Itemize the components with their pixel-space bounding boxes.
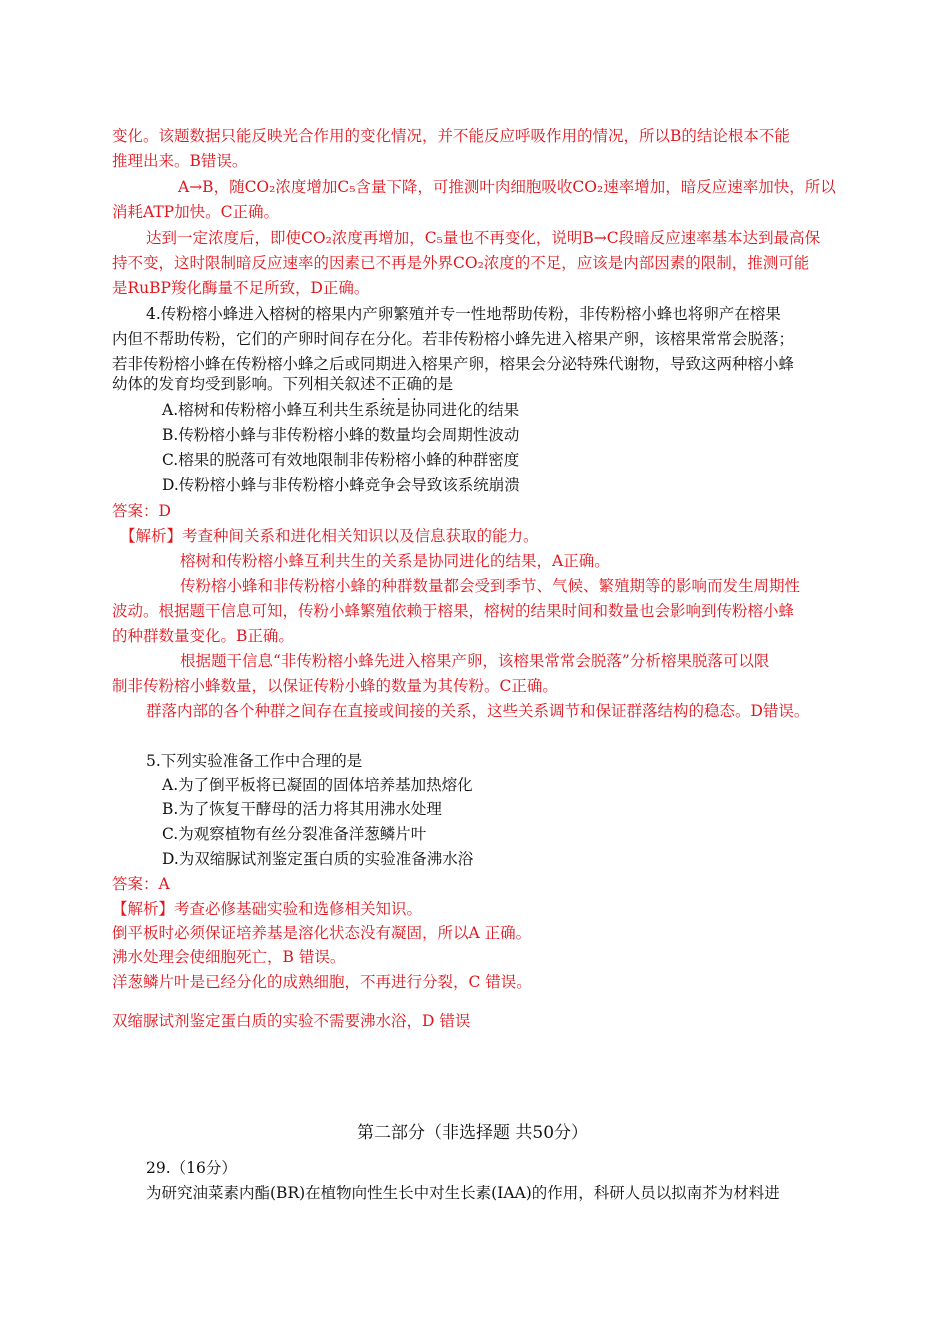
q5-analysis-line: 沸水处理会使细胞死亡，B 错误。 [112,948,346,966]
q5-analysis-line: 双缩脲试剂鉴定蛋白质的实验不需要沸水浴，D 错误 [112,1012,471,1030]
q3-explanation-line: 是RuBP羧化酶量不足所致，D正确。 [112,279,370,297]
q5-option-c: C.为观察植物有丝分裂准备洋葱鳞片叶 [162,825,427,843]
q3-explanation-line: 达到一定浓度后，即使CO₂浓度再增加，C₅量也不再变化，说明B→C段暗反应速率基本达到最高保 [146,229,821,247]
q5-stem: 5.下列实验准备工作中合理的是 [146,752,363,770]
analysis-text: 考查种间关系和进化相关知识以及信息获取的能力。 [182,527,539,545]
q4-analysis-line: 的种群数量变化。B正确。 [112,627,294,645]
q4-analysis-intro [120,525,539,547]
q4-analysis-line: 根据题干信息“非传粉榕小蜂先进入榕果产卵，该榕果常常会脱落”分析榕果脱落可以限 [180,652,770,670]
analysis-tag: 【解析】 [120,527,183,545]
q3-explanation-line: A→B，随CO₂浓度增加C₅含量下降，可推测叶肉细胞吸收CO₂速率增加，暗反应速率加快，所以 [178,178,836,196]
q3-explanation-line: 推理出来。B错误。 [112,152,248,170]
q4-option-d: D.传粉榕小蜂与非传粉榕小蜂竞争会导致该系统崩溃 [162,476,520,494]
q5-option-b: B.为了恢复干酵母的活力将其用沸水处理 [162,800,442,818]
q29-text: 为研究油菜素内酯(BR)在植物向性生长中对生长素(IAA)的作用，科研人员以拟南芥为材料进 [146,1184,780,1202]
q3-explanation-line: 变化。该题数据只能反映光合作用的变化情况，并不能反应呼吸作用的情况，所以B的结论根本不能 [112,127,790,145]
q5-analysis-line: 洋葱鳞片叶是已经分化的成熟细胞，不再进行分裂，C 错误。 [112,973,532,991]
q4-answer: 答案：D [112,502,171,520]
emphasis-char: 确 [406,375,423,393]
q4-option-a: A.榕树和传粉榕小蜂互利共生系统是协同进化的结果 [162,401,520,419]
q4-analysis-line: 群落内部的各个种群之间存在直接或间接的关系，这些关系调节和保证群落结构的稳态。D错误。 [146,702,810,720]
section-title: 第二部分（非选择题 共50分） [357,1123,589,1143]
emphasis-char: 正 [391,375,407,393]
q4-option-c: C.榕果的脱落可有效地限制非传粉榕小蜂的种群密度 [162,451,520,469]
q29-label: 29.（16分） [146,1159,237,1177]
q5-option-d: D.为双缩脲试剂鉴定蛋白质的实验准备沸水浴 [162,850,474,868]
q4-analysis-line: 榕树和传粉榕小蜂互利共生的关系是协同进化的结果，A正确。 [180,552,610,570]
q4-stem-line: 若非传粉榕小蜂在传粉榕小蜂之后或同期进入榕果产卵，榕果会分泌特殊代谢物，导致这两种榕小蜂 [112,355,795,373]
q4-analysis-line: 传粉榕小蜂和非传粉榕小蜂的种群数量都会受到季节、气候、繁殖期等的影响而发生周期性 [180,577,801,595]
q4-stem-text: 的是 [422,375,454,393]
q3-explanation-line: 持不变，这时限制暗反应速率的因素已不再是外界CO₂浓度的不足，应该是内部因素的限制，推测可能 [112,254,810,272]
q4-option-b: B.传粉榕小蜂与非传粉榕小蜂的数量均会周期性波动 [162,426,520,444]
q4-stem-text: 幼体的发育均受到影响。下列相关叙述 [112,375,376,393]
q3-explanation-line: 消耗ATP加快。C正确。 [112,203,279,221]
q4-analysis-line: 制非传粉榕小蜂数量，以保证传粉小蜂的数量为其传粉。C正确。 [112,677,558,695]
q5-analysis: 【解析】考查必修基础实验和选修相关知识。 [112,900,423,918]
q5-option-a: A.为了倒平板将已凝固的固体培养基加热熔化 [162,776,473,794]
emphasis-char: 不 [375,375,392,393]
q4-stem-line: 4.传粉榕小蜂进入榕树的榕果内产卵繁殖并专一性地帮助传粉，非传粉榕小蜂也将卵产在榕果 [146,305,781,323]
q4-analysis-line: 波动。根据题干信息可知，传粉小蜂繁殖依赖于榕果，榕树的结果时间和数量也会影响到传粉榕小蜂 [112,602,795,620]
q4-stem-line [112,373,453,395]
q5-answer: 答案：A [112,875,170,893]
q5-analysis-line: 倒平板时必须保证培养基是溶化状态没有凝固，所以A 正确。 [112,924,532,942]
q4-stem-line: 内但不帮助传粉，它们的产卵时间存在分化。若非传粉榕小蜂先进入榕果产卵，该榕果常常会脱落； [112,330,795,348]
